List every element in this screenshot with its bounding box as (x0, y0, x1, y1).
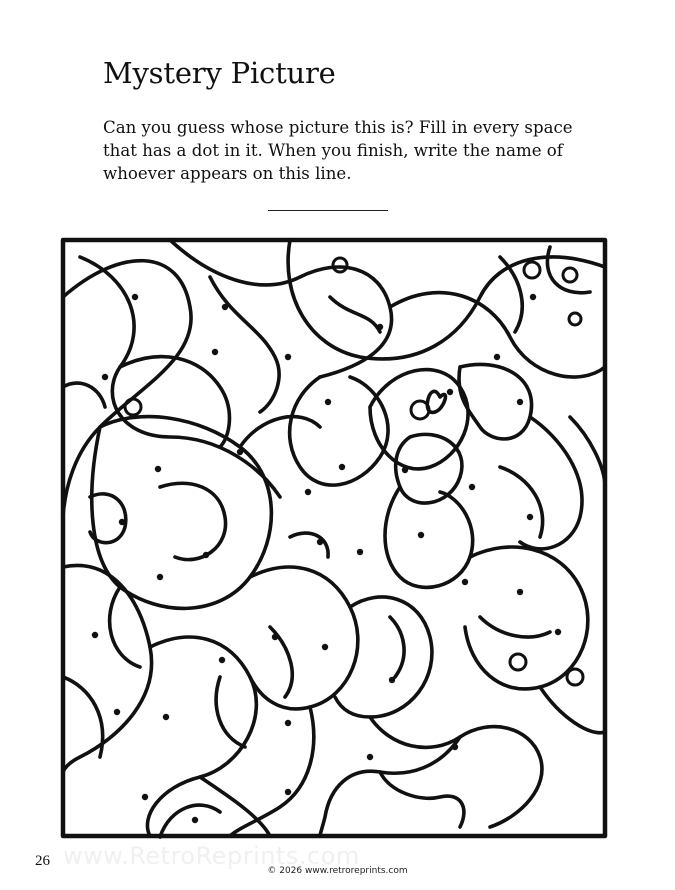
page-title: Mystery Picture (103, 56, 336, 90)
mystery-picture-puzzle[interactable] (60, 237, 608, 839)
copyright-notice: © 2026 www.retroreprints.com (267, 866, 408, 876)
puzzle-frame (63, 240, 605, 836)
instructions-text: Can you guess whose picture this is? Fill in every space that has a dot in it. When you finish, write the name of whoever appears on this line. (103, 118, 573, 183)
page-number: 26 (35, 853, 50, 869)
answer-line[interactable] (268, 210, 388, 211)
watermark: www.RetroReprints.com (63, 842, 360, 870)
puzzle-lines (63, 240, 605, 837)
